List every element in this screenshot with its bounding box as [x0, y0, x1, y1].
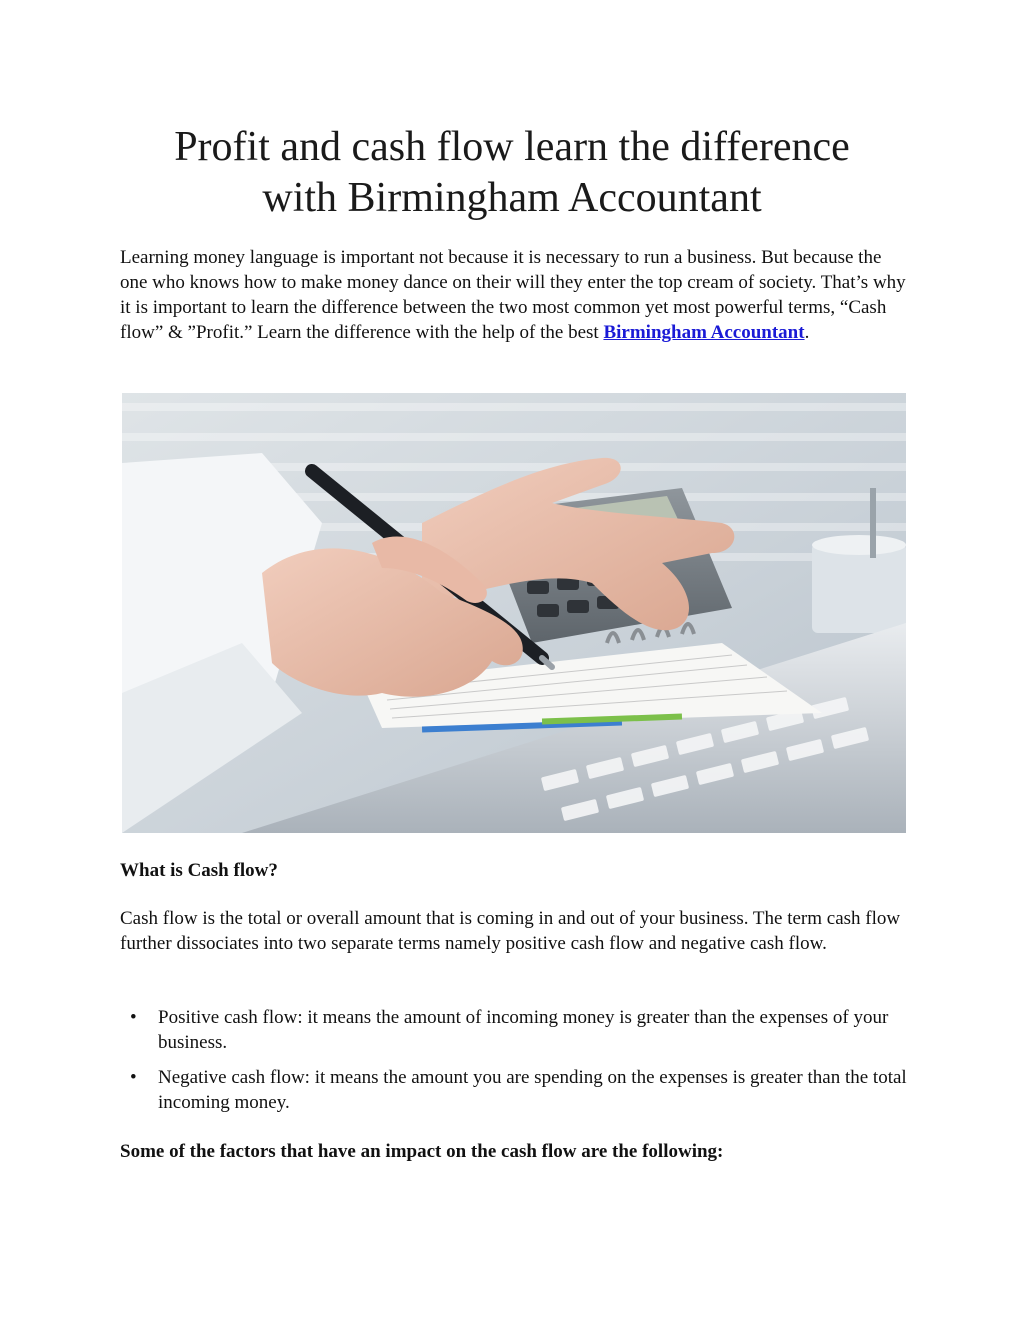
- cash-flow-paragraph: Cash flow is the total or overall amount that is coming in and out of your business. The term cash flow further dissociates into two separate terms namely positive cash flow and negative cash flow.: [120, 908, 901, 954]
- section-heading-factors: Some of the factors that have an impact on the cash flow are the following:: [120, 1141, 724, 1162]
- bullet-text-positive: Positive cash flow: it means the amount of incoming money is greater than the expenses of your business.: [158, 1007, 889, 1053]
- bullet-text-negative: Negative cash flow: it means the amount you are spending on the expenses is greater than the total incoming money.: [158, 1067, 907, 1113]
- title-line-1: Profit and cash flow learn the difference: [174, 124, 850, 170]
- cash-flow-bullet-list: [120, 1005, 910, 1125]
- title-line-2: with Birmingham Accountant: [262, 175, 762, 221]
- intro-after-link: .: [804, 322, 810, 343]
- list-item: [120, 1065, 910, 1115]
- page-title: [100, 122, 924, 224]
- bullet-icon: •: [130, 1007, 137, 1028]
- intro-paragraph: [120, 245, 910, 345]
- birmingham-accountant-link[interactable]: Birmingham Accountant: [603, 322, 805, 343]
- list-item: [120, 1005, 910, 1055]
- accountant-calculator-photo: [122, 393, 906, 833]
- section-heading-cash-flow: What is Cash flow?: [120, 860, 278, 881]
- bullet-icon: •: [130, 1067, 137, 1088]
- intro-text: Learning money language is important not because it is necessary to run a business. But because the one who knows how to make money dance on their will they enter the top cream of society. That’s why it is important to learn the difference between the two most common yet most powerful terms, “Cash flow” & ”Profit.” Learn the difference with the help of the best: [120, 247, 906, 343]
